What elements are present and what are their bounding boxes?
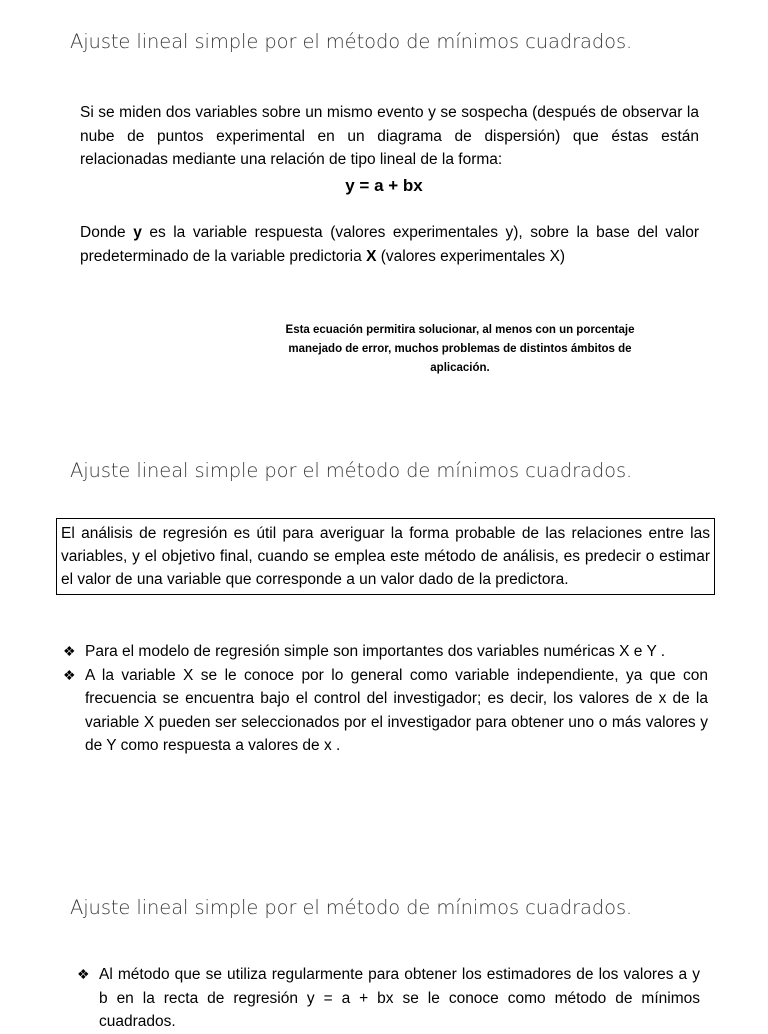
bullet-text: Para el modelo de regresión simple son importantes dos variables numéricas X e Y .: [85, 643, 666, 660]
definition-text-3: (valores experimentales X): [376, 247, 566, 265]
diamond-bullet-icon: ❖: [77, 966, 90, 982]
slide-2-bullet-list: [63, 640, 708, 758]
list-item: [63, 640, 708, 664]
y-symbol: y: [133, 224, 142, 241]
slide-3-bullet-list: [77, 963, 700, 1034]
slide-3-title: Ajuste lineal simple por el método de mínimos cuadrados.: [70, 896, 633, 919]
equation-note: Esta ecuación permitira solucionar, al menos con un porcentaje manejado de error, muchos problemas de distintos ámbitos de aplicación.: [285, 324, 635, 374]
linear-equation: y = a + bx: [345, 176, 423, 195]
list-item: [77, 963, 700, 1034]
intro-paragraph: Si se miden dos variables sobre un mismo evento y se sospecha (después de observar la nube de puntos experimental en un diagrama de dispersión) que éstas están relacionadas mediante una relación de tipo lineal de la forma:: [80, 104, 699, 168]
definition-text-1: Donde: [80, 224, 134, 241]
slide-2-title: Ajuste lineal simple por el método de mínimos cuadrados.: [70, 459, 633, 482]
slide-1-title: Ajuste lineal simple por el método de mínimos cuadrados.: [70, 30, 633, 53]
list-item: [63, 664, 708, 758]
diamond-bullet-icon: ❖: [63, 666, 76, 683]
definition-paragraph: [80, 221, 699, 268]
bullet-text: A la variable X se le conoce por lo general como variable independiente, ya que con frecuencia se encuentra bajo el control del investigador; es decir, los valores de x de la variable X pueden ser seleccionados por el investigador para obtener uno o más valores y de Y como respuesta a valores de x .: [85, 666, 708, 754]
definition-text-2: es la variable respuesta (valores experimentales y), sobre la base del valor predeterminado de la variable predictoria: [80, 224, 699, 265]
diamond-bullet-icon: ❖: [63, 643, 76, 659]
bullet-text: Al método que se utiliza regularmente para obtener los estimadores de los valores a y b en la recta de regresión y = a + bx se le conoce como método de mínimos cuadrados.: [99, 966, 700, 1030]
regression-definition-box: El análisis de regresión es útil para averiguar la forma probable de las relaciones entre las variables, y el objetivo final, cuando se emplea este método de análisis, es predecir o estimar el valor de una variable que corresponde a un valor dado de la predictora.: [56, 518, 715, 595]
x-symbol: X: [366, 247, 377, 265]
